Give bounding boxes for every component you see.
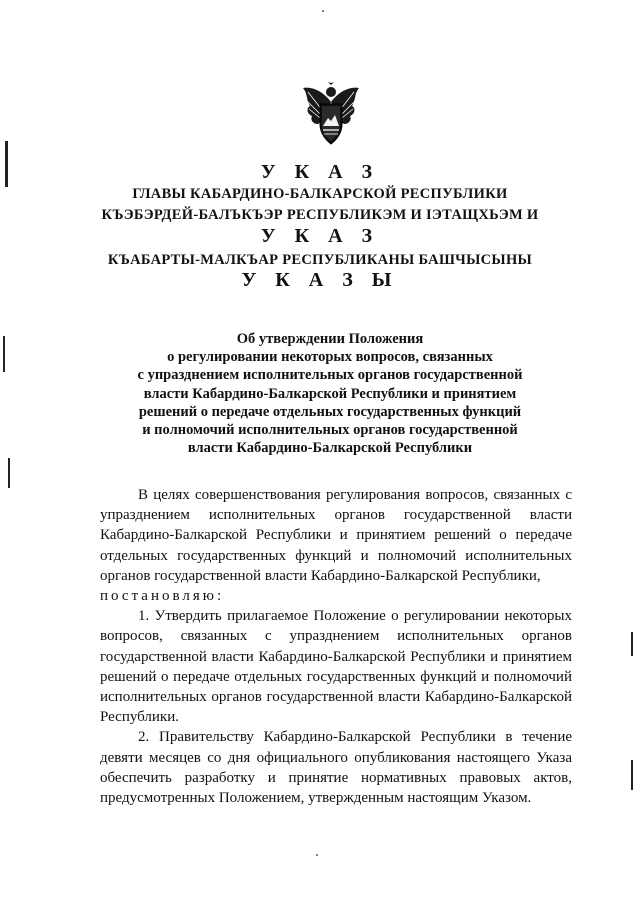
title-line: решений о передаче отдельных государственных функций bbox=[138, 403, 522, 420]
title-line: с упразднением исполнительных органов государственной bbox=[137, 367, 523, 384]
scan-artifact bbox=[322, 10, 324, 12]
decree-body bbox=[100, 485, 572, 808]
preamble-paragraph: В целях совершенствования регулирования вопросов, связанных с упразднением исполнительных органов государственной власти Кабардино-Балкарской Республики и принятием решений о передаче отдельных государственных функций и полномочий исполнительных органов государственной власти Кабардино-Балкарской Республики, bbox=[100, 487, 572, 584]
scan-artifact bbox=[3, 336, 5, 372]
issuer-line-russian: ГЛАВЫ КАБАРДИНО-БАЛКАРСКОЙ РЕСПУБЛИКИ bbox=[132, 186, 508, 202]
coat-of-arms-icon bbox=[300, 80, 362, 146]
item-2-paragraph: 2. Правительству Кабардино-Балкарской Республики в течение девяти месяцев со дня официального опубликования настоящего Указа обеспечить разработку и принятие нормативных правовых актов, предусмотренных Положением, утвержденным настоящим Указом. bbox=[100, 729, 572, 807]
issuer-line-kabardian: КЪЭБЭРДЕЙ-БАЛЪКЪЭР РЕСПУБЛИКЭМ И ІЭТАЩХЬЭМ И bbox=[101, 207, 539, 223]
decree-heading-balkar: У К А З Ы bbox=[241, 269, 399, 291]
title-line: власти Кабардино-Балкарской Республики bbox=[187, 440, 473, 457]
title-line: и полномочий исполнительных органов государственной bbox=[142, 422, 518, 439]
scan-artifact bbox=[316, 854, 318, 856]
issuer-line-balkar: КЪАБАРТЫ-МАЛКЪАР РЕСПУБЛИКАНЫ БАШЧЫСЫНЫ bbox=[107, 252, 533, 268]
scan-artifact bbox=[631, 632, 633, 656]
title-line: Об утверждении Положения bbox=[236, 331, 424, 347]
decree-heading: У К А З bbox=[260, 161, 380, 183]
title-line: власти Кабардино-Балкарской Республики и принятием bbox=[143, 385, 517, 402]
title-line: о регулировании некоторых вопросов, связанных bbox=[167, 349, 493, 366]
scan-artifact bbox=[8, 458, 10, 488]
scan-artifact bbox=[631, 760, 633, 790]
decree-word: постановляю: bbox=[100, 588, 225, 605]
document-title bbox=[80, 330, 580, 457]
item-1-paragraph: 1. Утвердить прилагаемое Положение о регулировании некоторых вопросов, связанных с упразднением исполнительных органов государственной власти Кабардино-Балкарской Республики и принятием решений о передаче отдельных государственных функций и полномочий исполнительных органов государственной власти Кабардино-Балкарской Республики. bbox=[100, 608, 572, 726]
decree-heading-kabardian: У К А З bbox=[260, 225, 380, 247]
